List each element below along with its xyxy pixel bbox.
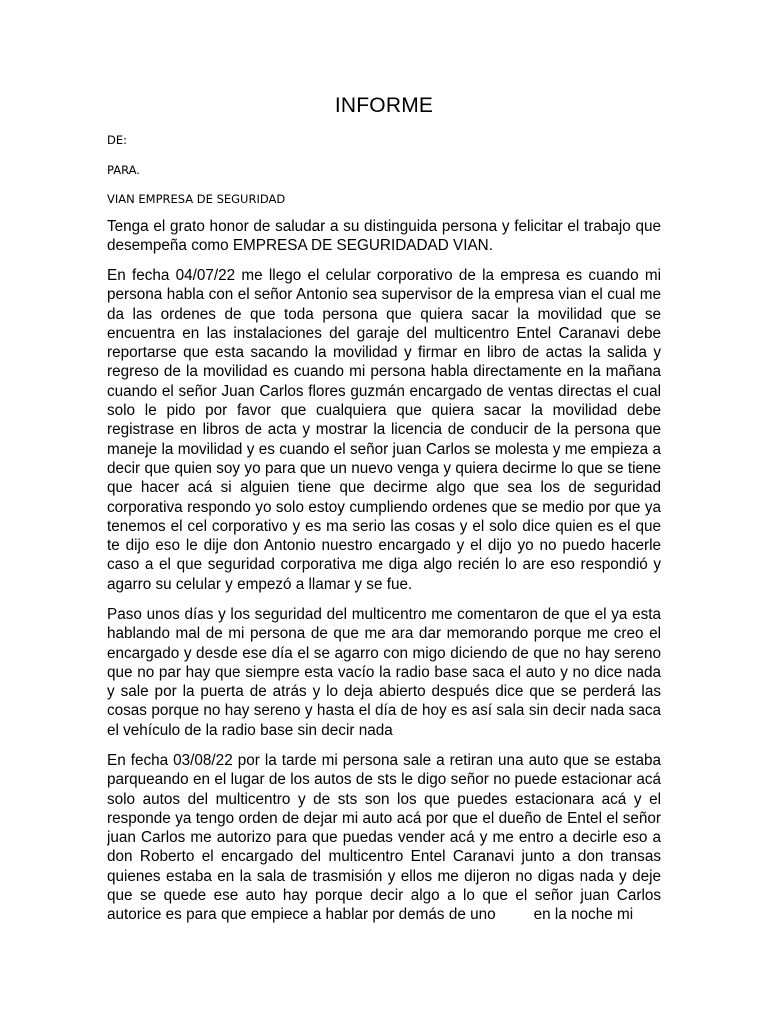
company-line: VIAN EMPRESA DE SEGURIDAD bbox=[107, 192, 286, 206]
greeting-paragraph: Tenga el grato honor de saludar a su distinguida persona y felicitar el trabajo que desempeña como EMPRESA DE SEGURIDADAD VIAN. bbox=[107, 218, 661, 255]
third-paragraph-text: En fecha 03/08/22 por la tarde mi persona sale a retiran una auto que se estaba parqueando en el lugar de los autos de sts le digo señor no puede estacionar acá solo autos del multicentro y de sts son los que puedes estacionara acá y el responde ya tengo orden de dejar mi auto acá por que el dueño de Entel el señor juan Carlos me autorizo para que puedas vender acá y me entro a decirle eso a don Roberto el encargado del multicentro Entel Caranavi junto a don transas quienes estaba en la sala de trasmisión y ellos me dijeron no digas nada y deje que se quede ese auto hay porque decir algo a lo que el señor juan Carlos autorice es para que empiece a hablar por demás de uno bbox=[107, 752, 661, 924]
second-incident-paragraph: Paso unos días y los seguridad del multicentro me comentaron de que el ya esta hablando mal de mi persona de que me ara dar memorando porque me creo el encargado y desde ese día el se agarro con migo diciendo de que no hay sereno que no par hay que siempre esta vacío la radio base saca el auto y no dice nada y sale por la puerta de atrás y lo deja abierto después dice que se perderá las cosas porque no hay sereno y hasta el día de hoy es así sala sin decir nada saca el vehículo de la radio base sin decir nada bbox=[107, 606, 661, 739]
from-line: DE: bbox=[107, 133, 127, 147]
first-incident-paragraph: En fecha 04/07/22 me llego el celular corporativo de la empresa es cuando mi persona habla con el señor Antonio sea supervisor de la empresa vian el cual me da las ordenes de que toda persona que quiera sacar la movilidad que se encuentra en las instalaciones del garaje del multicentro Entel Caranavi debe reportarse que esta sacando la movilidad y firmar en libro de actas la salida y regreso de la movilidad es cuando mi persona habla directamente en la mañana cuando el señor Juan Carlos flores guzmán encargado de ventas directas el cual solo le pido por favor que cualquiera que quiera sacar la movilidad debe registrase en libros de acta y mostrar la licencia de conducir de la persona que maneje la movilidad y es cuando el señor juan Carlos se molesta y me empieza a decir que quien soy yo para que un nuevo venga y quiera decirme lo que se tiene que hacer acá si alguien tiene que decirme algo que sea los de seguridad corporativa respondo yo solo estoy cumpliendo ordenes que se medio por que ya tenemos el cel corporativo y es ma serio las cosas y el solo dice quien es el que te dijo eso le dije don Antonio nuestro encargado y el dijo yo no puedo hacerle caso a el que seguridad corporativa me diga algo recién lo are eso respondió y agarro su celular y empezó a llamar y se fue. bbox=[107, 267, 661, 593]
to-line: PARA. bbox=[107, 163, 140, 177]
third-paragraph-continuation: en la noche mi bbox=[533, 906, 634, 924]
third-incident-paragraph bbox=[107, 751, 661, 924]
document-title: INFORME bbox=[334, 94, 434, 117]
